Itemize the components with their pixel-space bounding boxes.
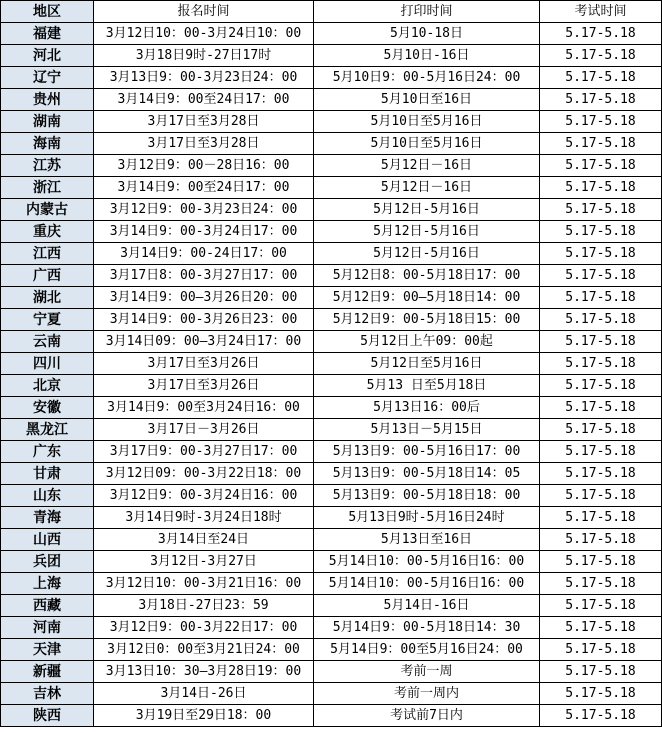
exam-time-cell: 5.17-5.18 <box>540 551 662 573</box>
exam-time-cell: 5.17-5.18 <box>540 463 662 485</box>
table-row <box>1 441 662 463</box>
print-time-cell: 5月14日10：00-5月16日16：00 <box>314 573 540 595</box>
table-row <box>1 265 662 287</box>
print-time-cell: 5月12日-5月16日 <box>314 199 540 221</box>
header-signup-time: 报名时间 <box>94 1 314 23</box>
signup-time-cell: 3月17日至3月26日 <box>94 375 314 397</box>
exam-time-cell: 5.17-5.18 <box>540 661 662 683</box>
table-row <box>1 529 662 551</box>
signup-time-cell: 3月14日09：00—3月24日17：00 <box>94 331 314 353</box>
print-time-cell: 5月12日至5月16日 <box>314 353 540 375</box>
region-cell: 青海 <box>1 507 94 529</box>
table-row <box>1 199 662 221</box>
header-region: 地区 <box>1 1 94 23</box>
table-row <box>1 287 662 309</box>
table-row <box>1 67 662 89</box>
exam-time-cell: 5.17-5.18 <box>540 617 662 639</box>
region-cell: 山西 <box>1 529 94 551</box>
table-row <box>1 419 662 441</box>
table-row <box>1 331 662 353</box>
region-cell: 吉林 <box>1 683 94 705</box>
table-row <box>1 221 662 243</box>
exam-time-cell: 5.17-5.18 <box>540 485 662 507</box>
header-print-time: 打印时间 <box>314 1 540 23</box>
region-cell: 黑龙江 <box>1 419 94 441</box>
table-row <box>1 45 662 67</box>
signup-time-cell: 3月12日9：00-3月22日17：00 <box>94 617 314 639</box>
signup-time-cell: 3月14日9：00—3月26日20：00 <box>94 287 314 309</box>
table-row <box>1 353 662 375</box>
table-row <box>1 705 662 727</box>
signup-time-cell: 3月12日0：00至3月21日24：00 <box>94 639 314 661</box>
signup-time-cell: 3月18日-27日23：59 <box>94 595 314 617</box>
exam-time-cell: 5.17-5.18 <box>540 221 662 243</box>
signup-time-cell: 3月14日9：00-3月24日17：00 <box>94 221 314 243</box>
region-cell: 河北 <box>1 45 94 67</box>
table-row <box>1 507 662 529</box>
signup-time-cell: 3月13日9：00-3月23日24：00 <box>94 67 314 89</box>
table-row <box>1 89 662 111</box>
print-time-cell: 5月12日8：00-5月18日17：00 <box>314 265 540 287</box>
region-cell: 兵团 <box>1 551 94 573</box>
region-cell: 浙江 <box>1 177 94 199</box>
signup-time-cell: 3月12日9：00-3月23日24：00 <box>94 199 314 221</box>
region-cell: 陕西 <box>1 705 94 727</box>
print-time-cell: 5月13日9：00-5月18日14：05 <box>314 463 540 485</box>
print-time-cell: 5月13日9：00-5月16日17：00 <box>314 441 540 463</box>
table-row <box>1 133 662 155</box>
print-time-cell: 5月12日－16日 <box>314 155 540 177</box>
table-row <box>1 485 662 507</box>
signup-time-cell: 3月17日－3月26日 <box>94 419 314 441</box>
table-row <box>1 639 662 661</box>
print-time-cell: 5月12日－16日 <box>314 177 540 199</box>
signup-time-cell: 3月14日9：00至24日17：00 <box>94 177 314 199</box>
exam-time-cell: 5.17-5.18 <box>540 507 662 529</box>
signup-time-cell: 3月14日9：00至24日17：00 <box>94 89 314 111</box>
exam-time-cell: 5.17-5.18 <box>540 287 662 309</box>
signup-time-cell: 3月17日至3月26日 <box>94 353 314 375</box>
region-cell: 贵州 <box>1 89 94 111</box>
print-time-cell: 5月12日上午09：00起 <box>314 331 540 353</box>
exam-time-cell: 5.17-5.18 <box>540 441 662 463</box>
print-time-cell: 5月14日9：00至5月16日24：00 <box>314 639 540 661</box>
signup-time-cell: 3月17日9：00-3月27日17：00 <box>94 441 314 463</box>
region-cell: 西藏 <box>1 595 94 617</box>
region-cell: 广西 <box>1 265 94 287</box>
signup-time-cell: 3月12日9：00－28日16：00 <box>94 155 314 177</box>
print-time-cell: 5月12日9：00-5月18日15：00 <box>314 309 540 331</box>
print-time-cell: 5月13日－5月15日 <box>314 419 540 441</box>
header-row <box>1 1 662 23</box>
print-time-cell: 5月10日至5月16日 <box>314 111 540 133</box>
region-cell: 辽宁 <box>1 67 94 89</box>
region-cell: 北京 <box>1 375 94 397</box>
region-cell: 云南 <box>1 331 94 353</box>
print-time-cell: 5月13日9时-5月16日24时 <box>314 507 540 529</box>
region-cell: 宁夏 <box>1 309 94 331</box>
exam-time-cell: 5.17-5.18 <box>540 683 662 705</box>
exam-time-cell: 5.17-5.18 <box>540 595 662 617</box>
region-cell: 重庆 <box>1 221 94 243</box>
region-cell: 上海 <box>1 573 94 595</box>
exam-time-cell: 5.17-5.18 <box>540 309 662 331</box>
print-time-cell: 5月13日至16日 <box>314 529 540 551</box>
print-time-cell: 5月12日9：00—5月18日14：00 <box>314 287 540 309</box>
table-row <box>1 23 662 45</box>
exam-time-cell: 5.17-5.18 <box>540 639 662 661</box>
exam-time-cell: 5.17-5.18 <box>540 353 662 375</box>
signup-time-cell: 3月14日9：00-24日17：00 <box>94 243 314 265</box>
print-time-cell: 考前一周内 <box>314 683 540 705</box>
print-time-cell: 5月10日至5月16日 <box>314 133 540 155</box>
table-row <box>1 243 662 265</box>
signup-time-cell: 3月12日-3月27日 <box>94 551 314 573</box>
signup-time-cell: 3月18日9时-27日17时 <box>94 45 314 67</box>
region-cell: 湖北 <box>1 287 94 309</box>
print-time-cell: 5月10日-16日 <box>314 45 540 67</box>
region-cell: 新疆 <box>1 661 94 683</box>
print-time-cell: 考试前7日内 <box>314 705 540 727</box>
region-cell: 湖南 <box>1 111 94 133</box>
print-time-cell: 5月14日9：00-5月18日14：30 <box>314 617 540 639</box>
print-time-cell: 5月13日16：00后 <box>314 397 540 419</box>
table-row <box>1 177 662 199</box>
region-cell: 安徽 <box>1 397 94 419</box>
signup-time-cell: 3月12日09：00-3月22日18：00 <box>94 463 314 485</box>
signup-time-cell: 3月12日10：00-3月24日10：00 <box>94 23 314 45</box>
exam-time-cell: 5.17-5.18 <box>540 331 662 353</box>
table-row <box>1 309 662 331</box>
table-row <box>1 463 662 485</box>
signup-time-cell: 3月17日至3月28日 <box>94 133 314 155</box>
region-cell: 福建 <box>1 23 94 45</box>
exam-time-cell: 5.17-5.18 <box>540 265 662 287</box>
exam-time-cell: 5.17-5.18 <box>540 705 662 727</box>
exam-time-cell: 5.17-5.18 <box>540 89 662 111</box>
exam-time-cell: 5.17-5.18 <box>540 199 662 221</box>
exam-time-cell: 5.17-5.18 <box>540 45 662 67</box>
signup-time-cell: 3月14日至24日 <box>94 529 314 551</box>
signup-time-cell: 3月12日10：00-3月21日16：00 <box>94 573 314 595</box>
region-cell: 甘肃 <box>1 463 94 485</box>
region-cell: 海南 <box>1 133 94 155</box>
table-row <box>1 661 662 683</box>
table-row <box>1 573 662 595</box>
table-row <box>1 683 662 705</box>
signup-time-cell: 3月19日至29日18：00 <box>94 705 314 727</box>
print-time-cell: 5月13日9：00-5月18日18：00 <box>314 485 540 507</box>
signup-time-cell: 3月13日10：30—3月28日19：00 <box>94 661 314 683</box>
region-cell: 江西 <box>1 243 94 265</box>
exam-time-cell: 5.17-5.18 <box>540 529 662 551</box>
region-cell: 山东 <box>1 485 94 507</box>
signup-time-cell: 3月17日至3月28日 <box>94 111 314 133</box>
exam-time-cell: 5.17-5.18 <box>540 375 662 397</box>
table-row <box>1 397 662 419</box>
table-row <box>1 375 662 397</box>
region-cell: 河南 <box>1 617 94 639</box>
print-time-cell: 5月14日-16日 <box>314 595 540 617</box>
signup-time-cell: 3月12日9：00-3月24日16：00 <box>94 485 314 507</box>
region-cell: 天津 <box>1 639 94 661</box>
print-time-cell: 5月14日10：00-5月16日16：00 <box>314 551 540 573</box>
region-cell: 内蒙古 <box>1 199 94 221</box>
table-row <box>1 551 662 573</box>
region-cell: 广东 <box>1 441 94 463</box>
signup-time-cell: 3月14日-26日 <box>94 683 314 705</box>
print-time-cell: 5月10-18日 <box>314 23 540 45</box>
exam-time-cell: 5.17-5.18 <box>540 177 662 199</box>
exam-time-cell: 5.17-5.18 <box>540 243 662 265</box>
exam-time-cell: 5.17-5.18 <box>540 419 662 441</box>
print-time-cell: 5月10日至16日 <box>314 89 540 111</box>
print-time-cell: 考前一周 <box>314 661 540 683</box>
table-row <box>1 617 662 639</box>
print-time-cell: 5月10日9：00-5月16日24：00 <box>314 67 540 89</box>
exam-time-cell: 5.17-5.18 <box>540 155 662 177</box>
table-row <box>1 155 662 177</box>
print-time-cell: 5月13 日至5月18日 <box>314 375 540 397</box>
region-cell: 江苏 <box>1 155 94 177</box>
print-time-cell: 5月12日-5月16日 <box>314 221 540 243</box>
print-time-cell: 5月12日-5月16日 <box>314 243 540 265</box>
table-row <box>1 111 662 133</box>
exam-time-cell: 5.17-5.18 <box>540 111 662 133</box>
exam-time-cell: 5.17-5.18 <box>540 133 662 155</box>
signup-time-cell: 3月14日9：00至3月24日16：00 <box>94 397 314 419</box>
exam-time-cell: 5.17-5.18 <box>540 67 662 89</box>
exam-time-cell: 5.17-5.18 <box>540 23 662 45</box>
table-row <box>1 595 662 617</box>
exam-time-cell: 5.17-5.18 <box>540 573 662 595</box>
header-exam-time: 考试时间 <box>540 1 662 23</box>
signup-time-cell: 3月14日9时-3月24日18时 <box>94 507 314 529</box>
region-cell: 四川 <box>1 353 94 375</box>
signup-time-cell: 3月14日9：00-3月26日23：00 <box>94 309 314 331</box>
exam-time-cell: 5.17-5.18 <box>540 397 662 419</box>
signup-time-cell: 3月17日8：00-3月27日17：00 <box>94 265 314 287</box>
